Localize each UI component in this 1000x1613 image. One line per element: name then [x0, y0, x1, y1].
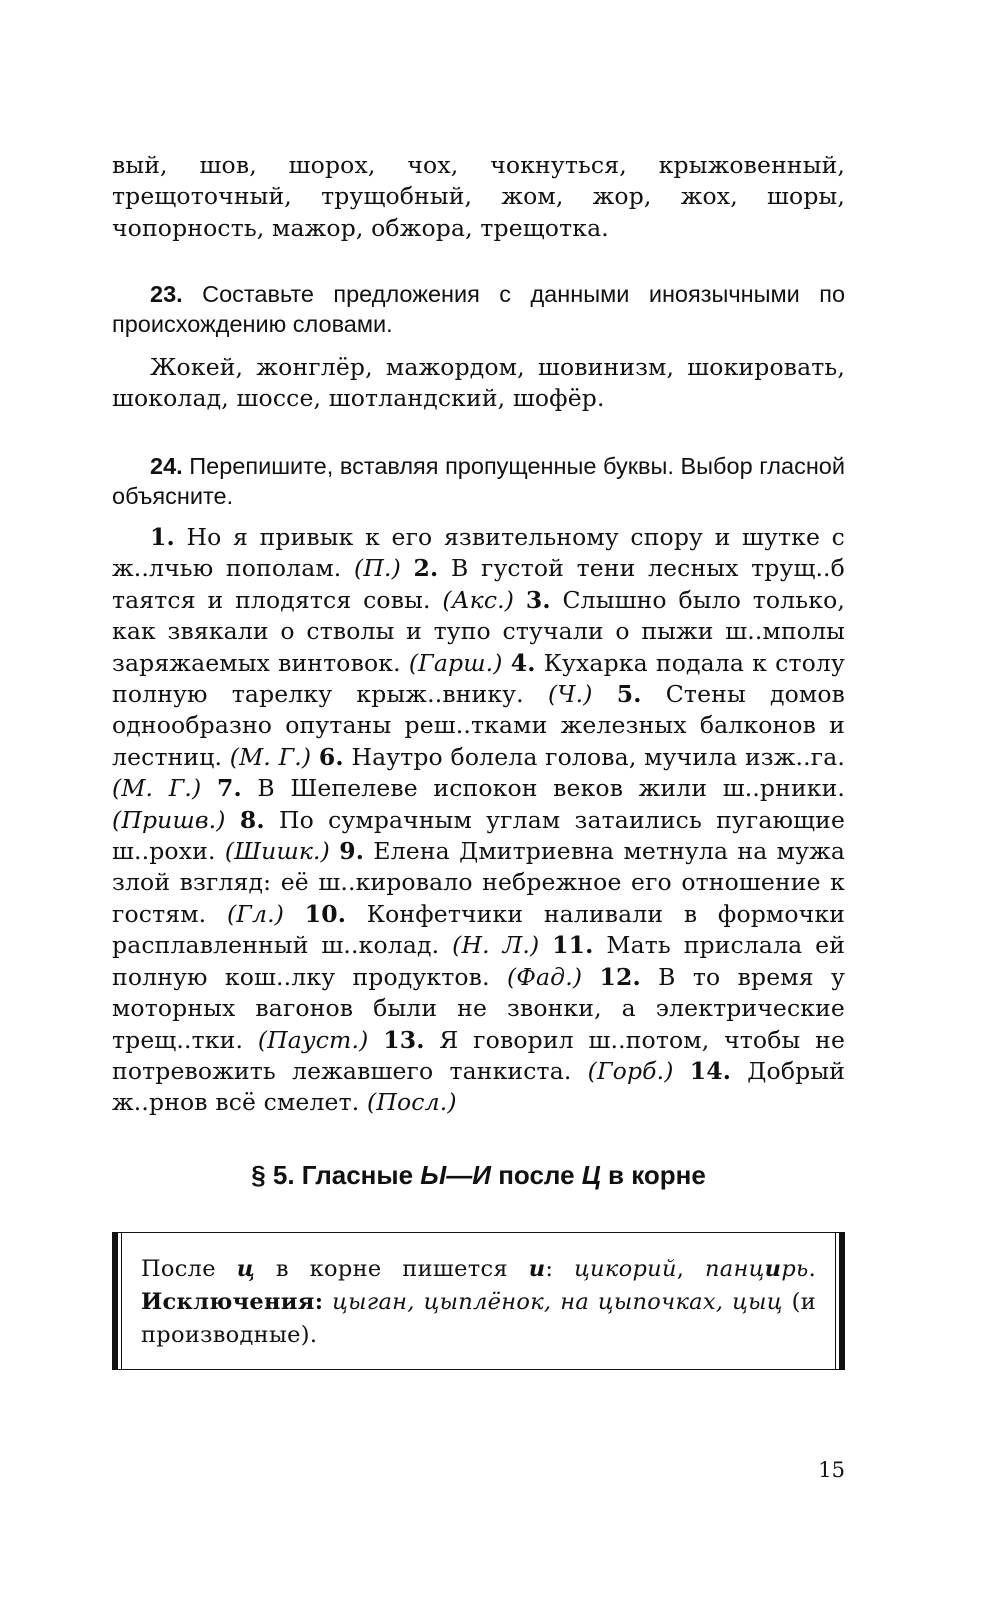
sentence-source: (Ч.): [547, 680, 593, 709]
rule-tail: (и производные).: [141, 1289, 817, 1348]
rule-letter-i: и: [528, 1256, 546, 1282]
section-word: Гласные: [301, 1160, 414, 1190]
exercise-24-number: 24.: [150, 453, 183, 479]
rule-letter-c: ц: [236, 1256, 256, 1282]
exercise-24-text: [112, 522, 845, 1119]
sentence-source: (Шишк.): [224, 837, 330, 866]
sentence-number: 3.: [525, 585, 551, 614]
sentence-number: 8.: [239, 805, 265, 834]
sentence-text: Конфетчики наливали в формочки расплавленный ш..колад.: [112, 899, 846, 960]
sentence-text: Я говорил ш..потом, чтобы не потревожить лежавшего танкиста.: [112, 1025, 845, 1085]
sentence-source: (Горб.): [587, 1056, 674, 1085]
exercise-23-task-text: Составьте предложения с данными иноязычными по происхождению словами.: [112, 281, 846, 337]
rule-punct: .: [808, 1256, 817, 1282]
exercise-23-words: Жокей, жонглёр, мажордом, шовинизм, шокировать, шоколад, шоссе, шотландский, шофёр.: [112, 353, 845, 413]
sentence-text: Мать прислала ей полную кош..лку продуктов.: [112, 931, 846, 991]
sentence-source: (Пришв.): [112, 805, 226, 834]
sentence-number: 10.: [304, 899, 347, 928]
exercise-24-task: [112, 451, 845, 511]
sentence-source: (М. Г.): [112, 774, 202, 803]
rule-punct: ,: [676, 1256, 685, 1282]
section-word: в корне: [608, 1160, 706, 1190]
continuation-paragraph: вый, шов, шорох, чох, чокнуться, крыжовенный, трещоточный, трущобный, жом, жор, жох, шоры, чопорность, мажор, обжора, трещотка.: [112, 151, 845, 242]
sentence-number: 1.: [150, 523, 175, 551]
rule-box: [112, 1232, 845, 1370]
section-sign: § 5.: [251, 1160, 295, 1190]
sentence-source: (Гл.): [226, 899, 285, 928]
sentence-number: 7.: [216, 774, 242, 803]
sentence-number: 14.: [689, 1056, 732, 1085]
sentence-number: 5.: [616, 680, 642, 709]
sentence-text: В то время у моторных вагонов были не звонки, а электрические трещ..тки.: [112, 962, 845, 1054]
page-number: 15: [818, 1458, 845, 1482]
section-letter-c: Ц: [581, 1160, 601, 1190]
sentence-text: Стены домов однообразно опутаны реш..тками железных балконов и лестниц.: [112, 680, 846, 771]
sentence-text: В густой тени лесных трущ..б таятся и плодятся совы.: [112, 554, 845, 614]
rule-exceptions: цыган, цыплёнок, на цыпочках, цыц: [332, 1289, 783, 1315]
sentence-source: (П.): [354, 554, 401, 583]
sentence-number: 12.: [599, 962, 641, 991]
rule-word: в корне пишется: [275, 1256, 508, 1282]
sentence-text: Наутро болела голова, мучила изж..га.: [351, 742, 845, 771]
sentence-source: (Н. Л.): [452, 931, 540, 960]
sentence-text: Но я привык к его язвительному спору и шутке с ж..лчью пополам.: [112, 523, 845, 583]
rule-example-1: цикорий: [574, 1256, 677, 1282]
sentence-number: 4.: [510, 648, 536, 677]
rule-exceptions-label: Исключения:: [141, 1289, 324, 1315]
exercise-24-task-text: Перепишите, вставляя пропущенные буквы. Выбор гласной объясните.: [112, 453, 845, 509]
sentence-number: 9.: [339, 837, 365, 866]
sentence-source: (Гарш.): [408, 648, 503, 677]
rule-punct: :: [545, 1256, 554, 1282]
sentence-text: Добрый ж..рнов всё смелет.: [112, 1056, 846, 1117]
section-heading: [112, 1158, 845, 1192]
sentence-text: Елена Дмитриевна метнула на мужа злой взгляд: её ш..кировало небрежное его отношение к гостям.: [112, 837, 846, 928]
sentence-text: Слышно было только, как звякали о стволы и тупо стучали о пыжи ш..мполы заряжаемых винтовок.: [112, 585, 846, 677]
sentence-source: (М. Г.): [229, 742, 312, 771]
exercise-23-number: 23.: [150, 281, 183, 307]
exercise-23-task: [112, 279, 845, 339]
rule-example-2: панцирь: [705, 1256, 809, 1282]
sentence-number: 13.: [383, 1025, 425, 1054]
sentence-number: 6.: [318, 742, 344, 771]
sentence-source: (Посл.): [367, 1088, 457, 1117]
sentence-number: 11.: [552, 931, 594, 960]
sentence-number: 2.: [413, 554, 439, 583]
sentence-text: В Шепелеве испокон веков жили ш..рники.: [257, 774, 846, 803]
section-word: после: [498, 1160, 575, 1190]
rule-text: [141, 1253, 816, 1352]
rule-word: После: [141, 1256, 216, 1282]
sentence-source: (Акс.): [442, 585, 515, 614]
sentence-source: (Пауст.): [257, 1025, 369, 1054]
sentence-text: Кухарка подала к столу полную тарелку крыж..внику.: [112, 648, 845, 709]
section-letters: Ы—И: [420, 1160, 491, 1190]
sentence-text: По сумрачным углам затаились пугающие ш..рохи.: [112, 805, 846, 866]
sentence-source: (Фад.): [507, 962, 583, 991]
